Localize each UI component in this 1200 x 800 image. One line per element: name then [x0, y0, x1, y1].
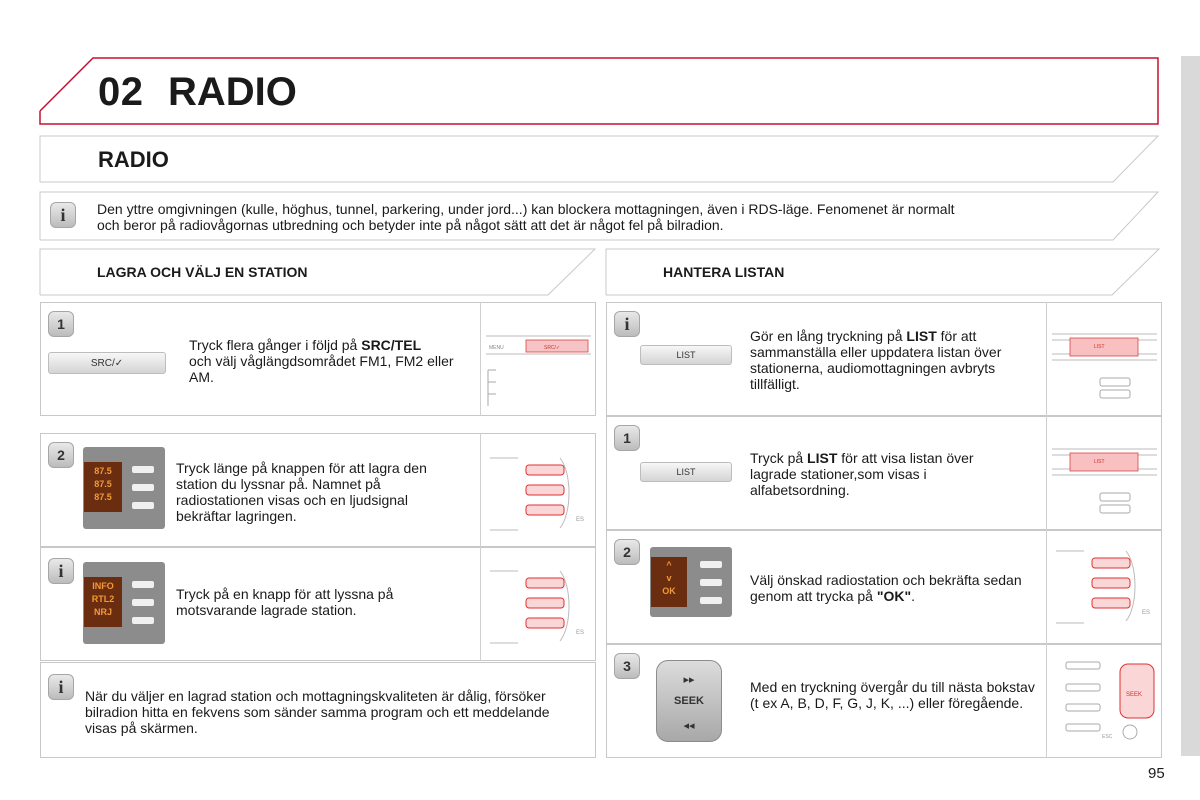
left-step2-text: Tryck länge på knappen för att lagra den station du lyssnar på. Namnet på radiostationen visas och en ljudsignal bekräftar lagringen. [176, 460, 427, 524]
list-thumbnail [1052, 445, 1157, 517]
text-pre: Gör en lång tryckning på [750, 328, 907, 344]
step-badge: 3 [614, 653, 640, 679]
divider [1046, 416, 1047, 530]
chapter-title: RADIO [168, 70, 297, 114]
right-section-title: HANTERA LISTAN [663, 264, 785, 280]
info-icon: i [48, 558, 74, 584]
preset-display [84, 462, 122, 512]
divider [1046, 302, 1047, 416]
ok-display [651, 557, 687, 607]
text-post: och välj våglängdsområdet FM1, FM2 eller AM. [189, 353, 454, 385]
preset-key[interactable] [132, 484, 154, 491]
list-button[interactable]: LIST [640, 345, 732, 365]
seek-thumbnail [1062, 658, 1158, 748]
preset-key[interactable] [700, 579, 722, 586]
section-banner-frame [38, 134, 1162, 184]
list-thumbnail [1052, 330, 1157, 402]
divider [1046, 530, 1047, 644]
up-arrow-icon[interactable]: ^ [666, 560, 672, 570]
thumb-es: ES [1142, 610, 1151, 616]
text-pre: Tryck flera gånger i följd på [189, 337, 362, 353]
text-post: för att sammanställa eller uppdatera listan över stationerna, audiomottagningen avbryts tillfälligt. [750, 328, 1002, 392]
left-section-title: LAGRA OCH VÄLJ EN STATION [97, 264, 308, 280]
right-step4-text: Med en tryckning övergår du till nästa bokstav (t ex A, B, D, F, G, J, K, ...) eller föregående. [750, 679, 1035, 711]
preset-display [84, 577, 122, 627]
seek-forward-icon: ▸▸ [683, 674, 695, 686]
preset-key[interactable] [700, 597, 722, 604]
right-step1-text [750, 328, 1030, 392]
page-number: 95 [1148, 765, 1165, 782]
radio-thumbnail [486, 330, 591, 410]
thumb-menu: MENU [489, 345, 504, 351]
preset-key[interactable] [700, 561, 722, 568]
divider [480, 433, 481, 547]
left-step3-text: Tryck på en knapp för att lyssna på motsvarande lagrade station. [176, 586, 394, 618]
ok-button-label[interactable]: OK [662, 586, 676, 596]
text-post: . [911, 588, 916, 604]
text-bold: SRC/TEL [361, 337, 422, 353]
seek-label: SEEK [674, 695, 704, 707]
side-tab [1181, 56, 1200, 756]
text-pre: Välj önskad radiostation och bekräfta sedan genom att trycka på [750, 572, 1022, 604]
preset-value: 87.5 [94, 479, 112, 489]
text-bold: LIST [807, 450, 838, 466]
thumb-es: ES [576, 630, 585, 636]
text-post: för att visa listan över lagrade stationer,som visas i alfabetsordning. [750, 450, 974, 498]
list-button[interactable]: LIST [640, 462, 732, 482]
preset-value: 87.5 [94, 492, 112, 502]
thumb-list: LIST [1094, 459, 1105, 465]
text-bold: LIST [906, 328, 937, 344]
step-badge: 2 [614, 539, 640, 565]
left-step1-text [189, 337, 469, 385]
text-bold: "OK" [876, 588, 912, 604]
text-pre: Tryck på [750, 450, 808, 466]
preset-name: INFO [92, 581, 114, 591]
preset-key[interactable] [132, 581, 154, 588]
chapter-number: 02 [98, 70, 144, 114]
preset-key[interactable] [132, 599, 154, 606]
preset-buttons-thumbnail [490, 568, 590, 648]
preset-key[interactable] [132, 502, 154, 509]
divider [480, 547, 481, 661]
thumb-seek: SEEK [1126, 692, 1143, 698]
right-step3-text [750, 572, 1030, 604]
right-step2-text [750, 450, 1010, 498]
step-badge: 1 [614, 425, 640, 451]
info-icon: i [50, 202, 76, 228]
info-icon: i [614, 311, 640, 337]
intro-note-line1: Den yttre omgivningen (kulle, höghus, tunnel, parkering, under jord...) kan blockera mottagningen, även i RDS-läge. Fenomenet är normalt [97, 201, 955, 217]
preset-name: RTL2 [91, 594, 115, 604]
seek-button[interactable] [656, 660, 722, 742]
preset-buttons-thumbnail [490, 455, 590, 535]
info-icon: i [48, 674, 74, 700]
divider [1046, 644, 1047, 758]
step-badge: 1 [48, 311, 74, 337]
intro-note-line2: och beror på radiovågornas utbredning och betyder inte på något sätt att det är något fel på bilradion. [97, 217, 724, 233]
ok-buttons-thumbnail [1056, 548, 1156, 628]
seek-back-icon: ◂◂ [683, 720, 695, 732]
preset-value: 87.5 [94, 466, 112, 476]
thumb-list: LIST [1094, 344, 1105, 350]
thumb-es: ES [576, 517, 585, 523]
divider [480, 302, 481, 416]
preset-key[interactable] [132, 617, 154, 624]
preset-name: NRJ [93, 607, 112, 617]
preset-key[interactable] [132, 466, 154, 473]
src-tel-button[interactable]: SRC/✓ [48, 352, 166, 374]
section-title: RADIO [98, 147, 169, 172]
thumb-src: SRC/✓ [544, 345, 561, 351]
down-arrow-icon[interactable]: v [666, 573, 672, 583]
thumb-esc: ESC [1102, 734, 1113, 740]
step-badge: 2 [48, 442, 74, 468]
left-note-text: När du väljer en lagrad station och mottagningskvaliteten är dålig, försöker bilradion hitta en fekvens som sänder samma program och ett meddelande visas på skärmen. [85, 688, 550, 736]
